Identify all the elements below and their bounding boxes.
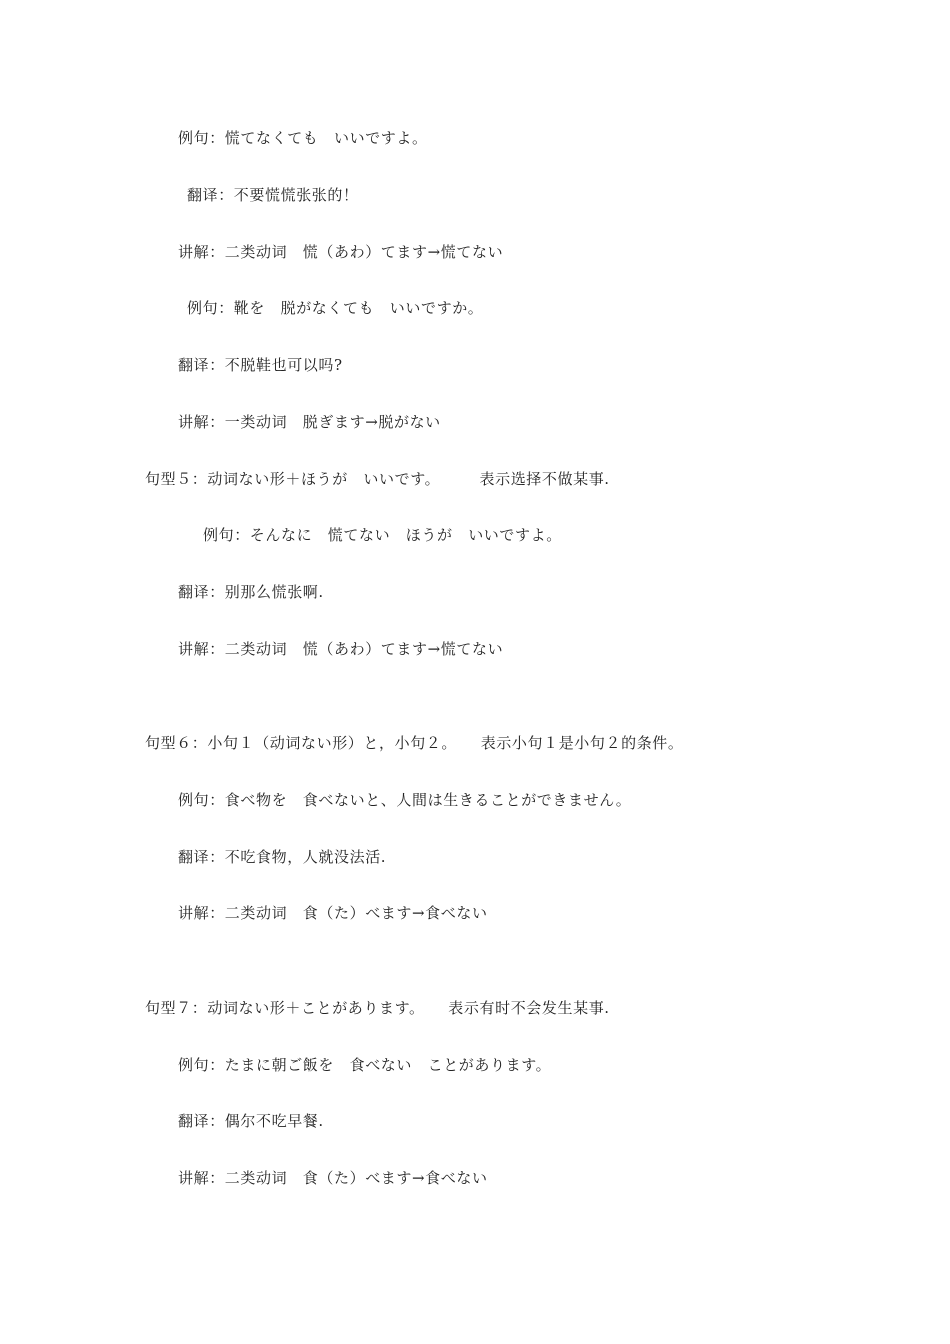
translation: 翻译：偶尔不吃早餐. (178, 1112, 324, 1130)
explanation: 讲解：二类动词 食（た）べます→食べない (178, 1169, 488, 1187)
example-sentence: 例句：靴を 脱がなくても いいですか。 (187, 299, 484, 317)
explanation: 讲解：一类动词 脱ぎます→脱がない (178, 413, 441, 431)
example-sentence: 例句：そんなに 慌てない ほうが いいですよ。 (203, 526, 562, 544)
example-sentence: 例句：たまに朝ご飯を 食べない ことがあります。 (178, 1056, 552, 1074)
explanation: 讲解：二类动词 慌（あわ）てます→慌てない (178, 640, 504, 658)
translation: 翻译：不吃食物，人就没法活. (178, 848, 387, 866)
translation: 翻译：别那么慌张啊. (178, 583, 324, 601)
translation: 翻译：不要慌慌张张的！ (187, 186, 359, 204)
translation: 翻译：不脱鞋也可以吗? (178, 356, 343, 374)
example-sentence: 例句：慌てなくても いいですよ。 (178, 129, 428, 147)
explanation: 讲解：二类动词 慌（あわ）てます→慌てない (178, 243, 504, 261)
sentence-pattern-heading: 句型７：动词ない形＋ことがあります。 表示有时不会发生某事. (145, 999, 610, 1017)
sentence-pattern-heading: 句型６：小句１（动词ない形）と，小句２。 表示小句１是小句２的条件。 (145, 734, 684, 752)
explanation: 讲解：二类动词 食（た）べます→食べない (178, 904, 488, 922)
sentence-pattern-heading: 句型５：动词ない形＋ほうが いいです。 表示选择不做某事. (145, 470, 610, 488)
example-sentence: 例句：食べ物を 食べないと、人間は生きることができません。 (178, 791, 632, 809)
